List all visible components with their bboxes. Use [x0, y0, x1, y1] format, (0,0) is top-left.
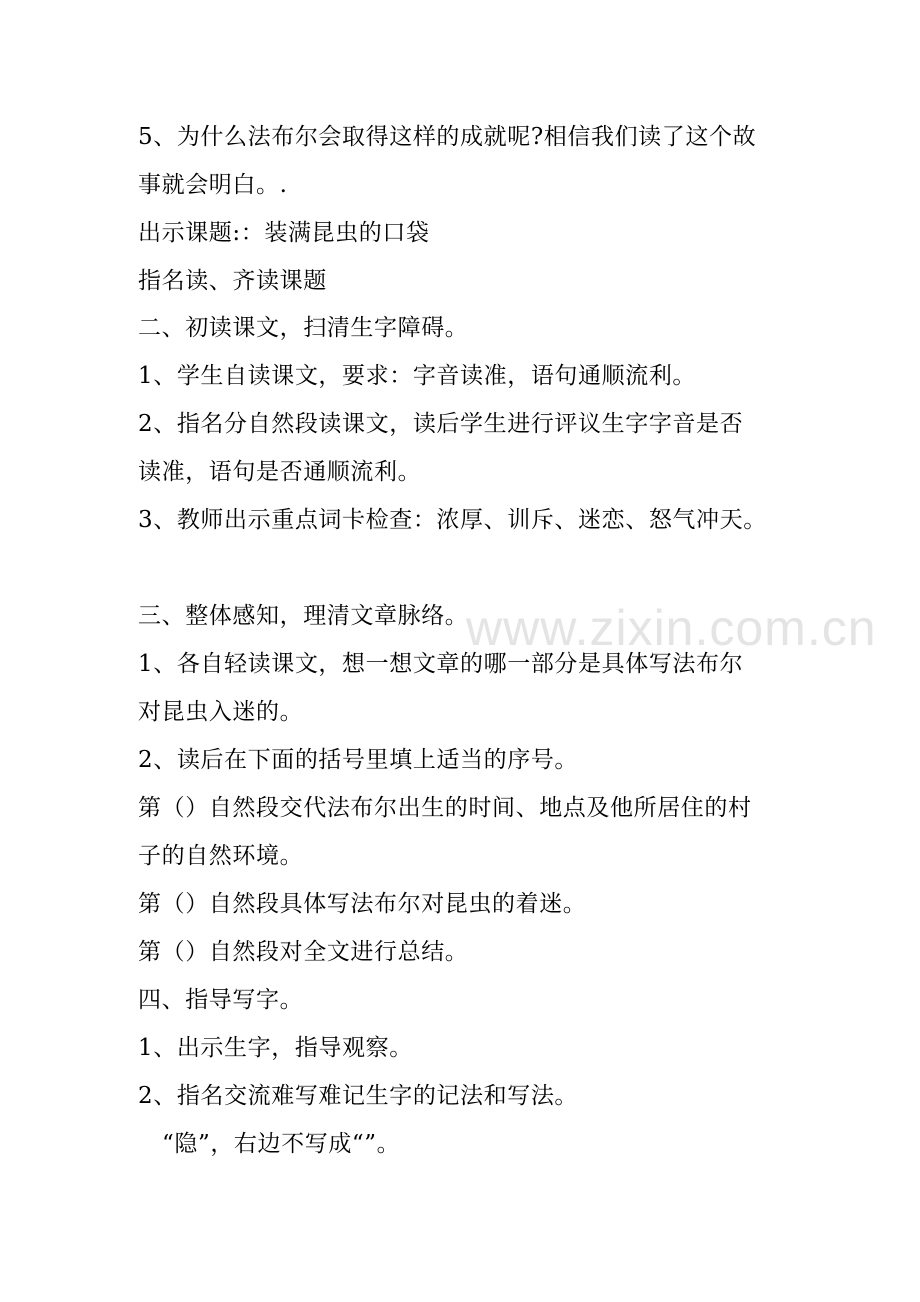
text-line: 对昆虫入迷的。 — [138, 699, 304, 725]
text-line: 2、指名交流难写难记生字的记法和写法。 — [138, 1083, 579, 1109]
watermark: www.zixin.com.cn — [466, 600, 877, 656]
text-line: 1、各自轻读课文，想一想文章的哪一部分是具体写法布尔 — [138, 651, 744, 677]
section-heading: 四、指导写字。 — [138, 987, 304, 1013]
section-heading: 二、初读课文，扫清生字障碍。 — [138, 315, 469, 341]
text-line: 2、读后在下面的括号里填上适当的序号。 — [138, 747, 579, 773]
text-line: 第（）自然段对全文进行总结。 — [138, 939, 469, 965]
text-line: 1、学生自读课文，要求：字音读准，语句通顺流利。 — [138, 363, 697, 389]
text-line: 2、指名分自然段读课文，读后学生进行评议生字字音是否 — [138, 411, 744, 437]
text-line: “隐”，右边不写成“”。 — [162, 1131, 401, 1157]
text-line: 指名读、齐读课题 — [138, 268, 327, 294]
text-line: 读准，语句是否通顺流利。 — [138, 459, 422, 485]
text-line: 5、为什么法布尔会取得这样的成就呢?相信我们读了这个故 — [138, 124, 757, 150]
text-line: 1、出示生字，指导观察。 — [138, 1035, 413, 1061]
section-heading: 三、整体感知，理清文章脉络。 — [138, 603, 469, 629]
text-line: 3、教师出示重点词卡检查：浓厚、训斥、迷恋、怒气冲天。 — [138, 507, 767, 533]
text-line: 第（）自然段交代法布尔出生的时间、地点及他所居住的村 — [138, 795, 752, 821]
text-line: 子的自然环境。 — [138, 843, 304, 869]
text-line: 出示课题:：装满昆虫的口袋 — [138, 220, 430, 246]
text-line: 事就会明白。. — [138, 172, 288, 198]
text-line: 第（）自然段具体写法布尔对昆虫的着迷。 — [138, 891, 587, 917]
